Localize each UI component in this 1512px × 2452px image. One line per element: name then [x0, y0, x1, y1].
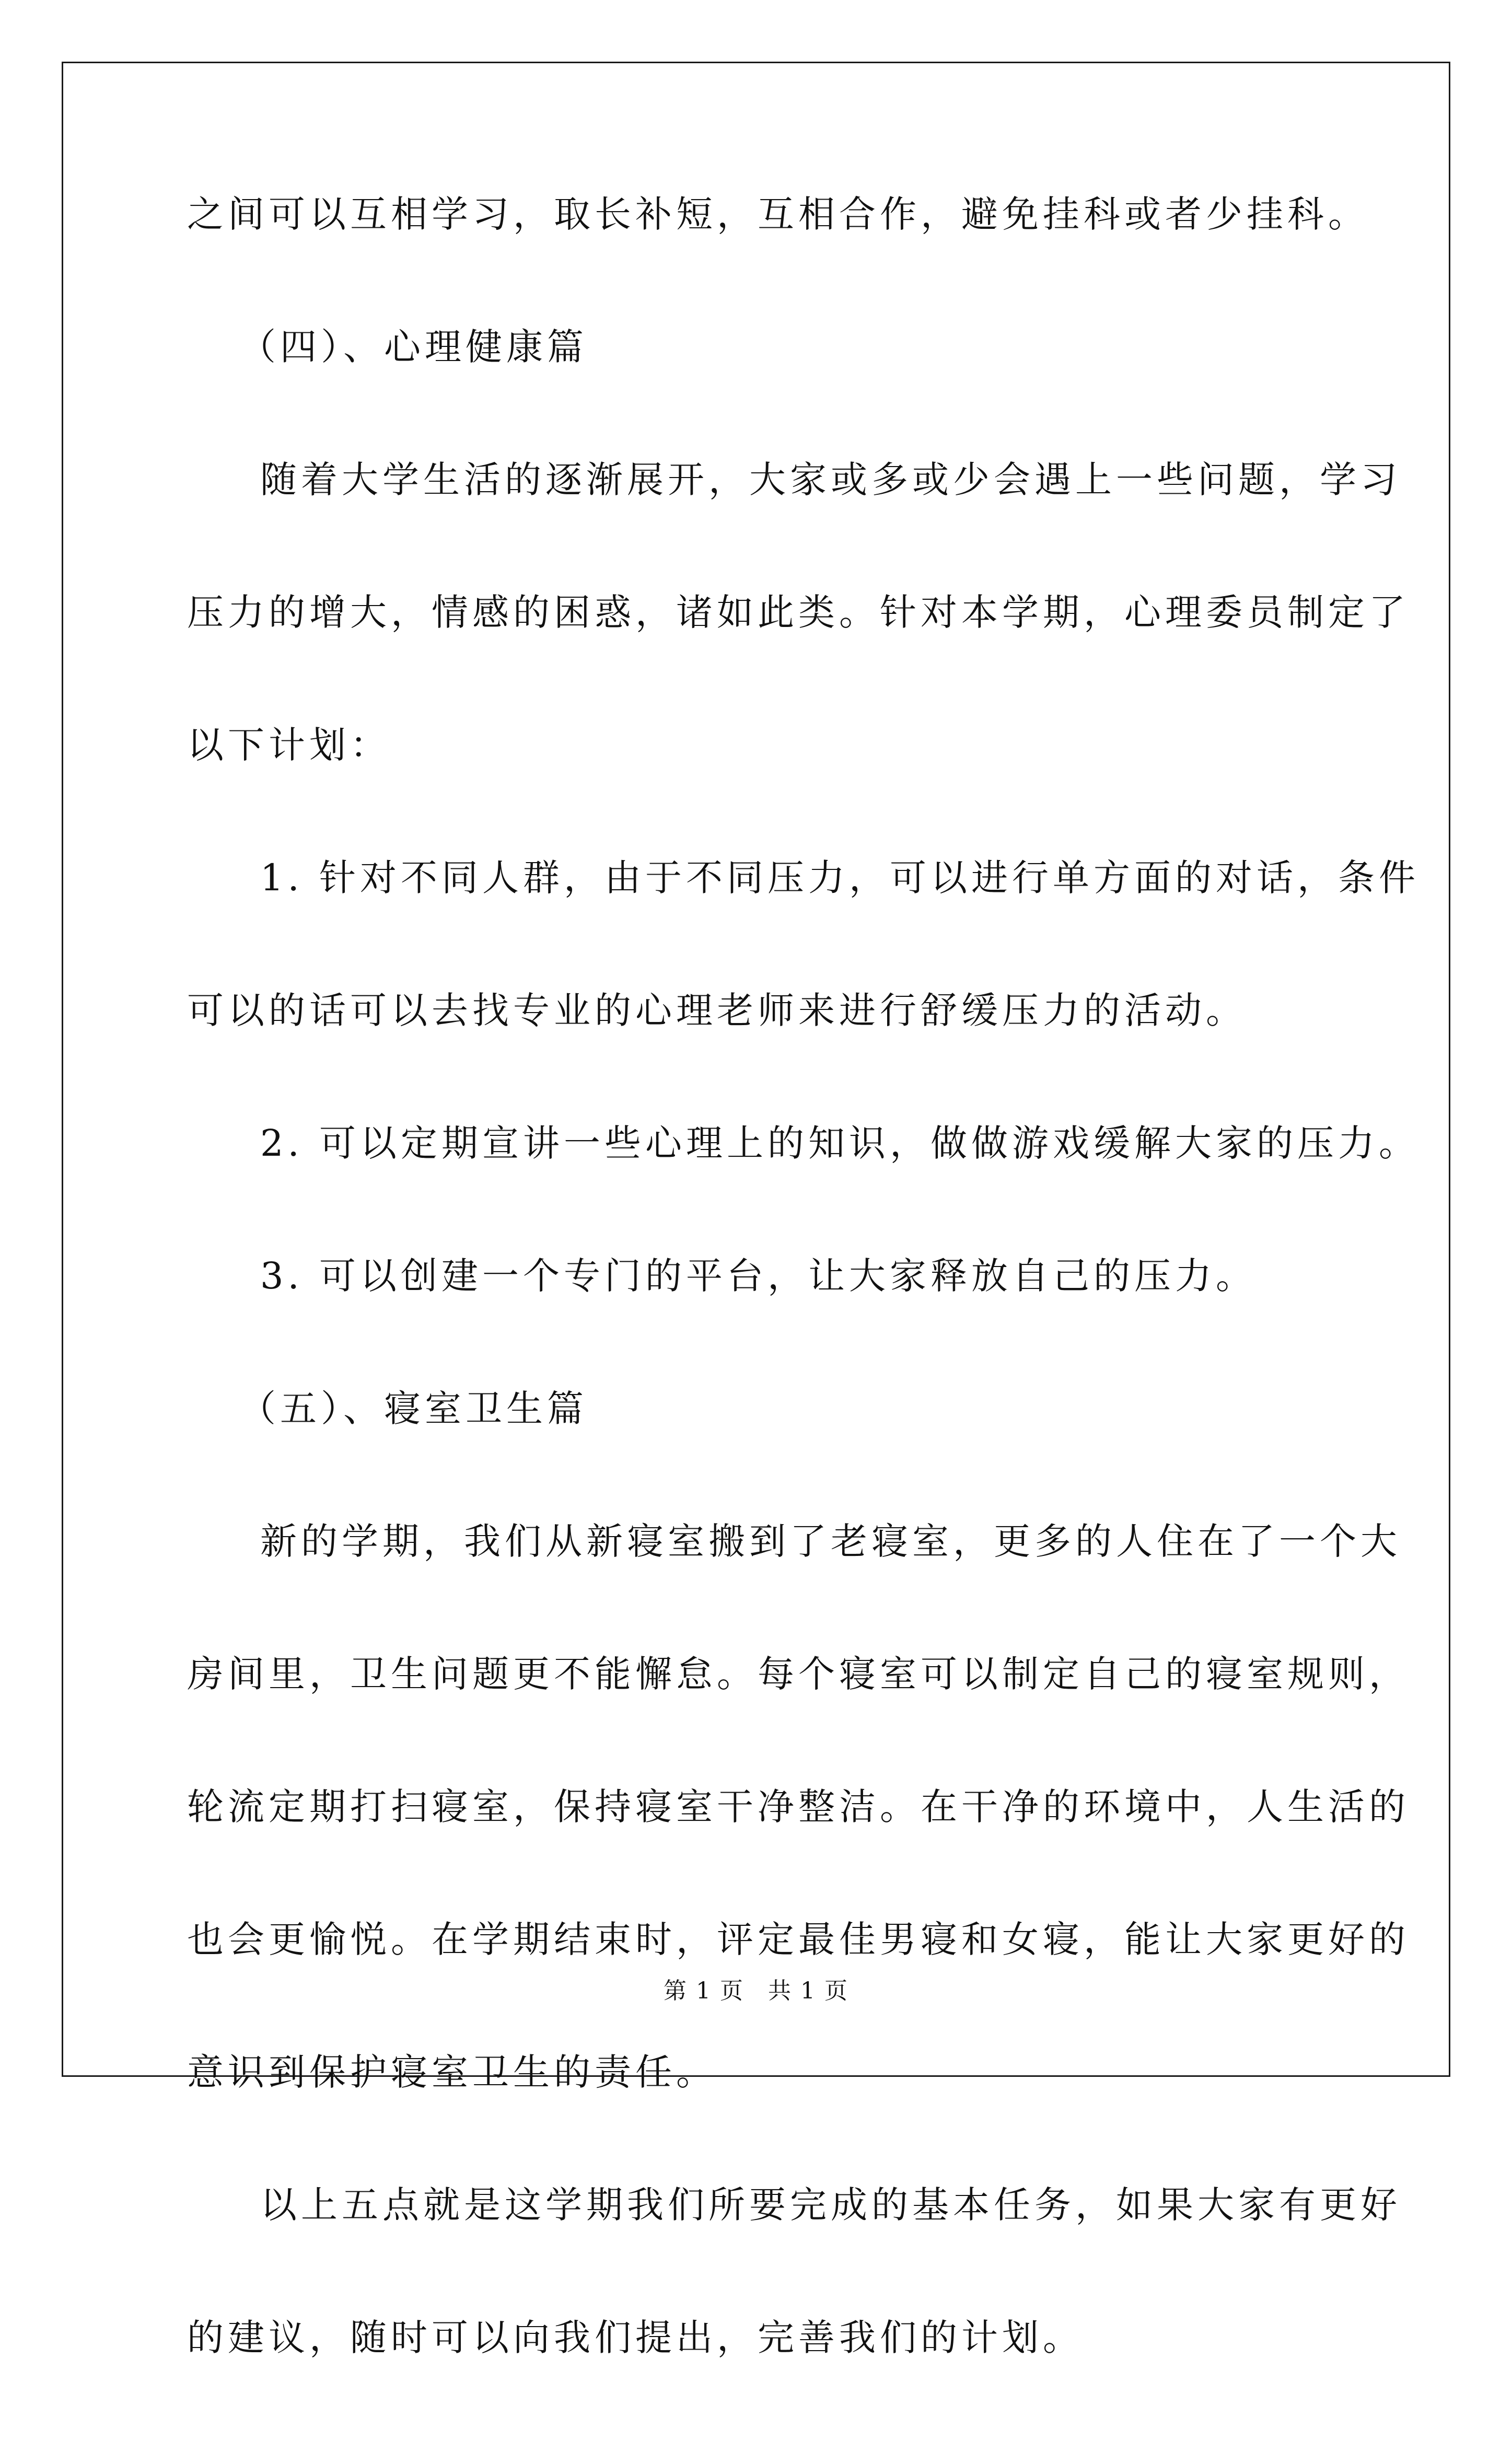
- list-item: 1. 针对不同人群，由于不同压力，可以进行单方面的对话，条件: [260, 856, 1420, 899]
- text-line: 新的学期，我们从新寝室搬到了老寝室，更多的人住在了一个大: [260, 1520, 1401, 1563]
- text-line: 压力的增大，情感的困惑，诸如此类。针对本学期，心理委员制定了: [187, 591, 1410, 634]
- document-body: [187, 193, 1420, 2452]
- text-line: 房间里，卫生问题更不能懈怠。每个寝室可以制定自己的寝室规则，: [187, 1653, 1410, 1695]
- text-line: 轮流定期打扫寝室，保持寝室干净整洁。在干净的环境中，人生活的: [187, 1785, 1410, 1828]
- section-heading: （四）、心理健康篇: [239, 326, 588, 368]
- text-line: 随着大学生活的逐渐展开，大家或多或少会遇上一些问题，学习: [260, 458, 1401, 501]
- text-line: 的建议，随时可以向我们提出，完善我们的计划。: [187, 2316, 1084, 2359]
- page-footer: 第 1 页 共 1 页: [664, 1978, 848, 2004]
- text-line: 意识到保护寝室卫生的责任。: [187, 2051, 717, 2094]
- text-line: 以下计划：: [187, 724, 391, 766]
- list-item: 3. 可以创建一个专门的平台，让大家释放自己的压力。: [260, 1254, 1257, 1297]
- text-line: 可以的话可以去找专业的心理老师来进行舒缓压力的活动。: [187, 989, 1247, 1032]
- list-item: 2. 可以定期宣讲一些心理上的知识，做做游戏缓解大家的压力。: [260, 1122, 1420, 1165]
- section-heading: （五）、寝室卫生篇: [239, 1387, 588, 1430]
- text-line: 以上五点就是这学期我们所要完成的基本任务，如果大家有更好: [260, 2183, 1401, 2226]
- text-line: 之间可以互相学习，取长补短，互相合作，避免挂科或者少挂科。: [187, 193, 1369, 236]
- text-line: 也会更愉悦。在学期结束时，评定最佳男寝和女寝，能让大家更好的: [187, 1918, 1410, 1961]
